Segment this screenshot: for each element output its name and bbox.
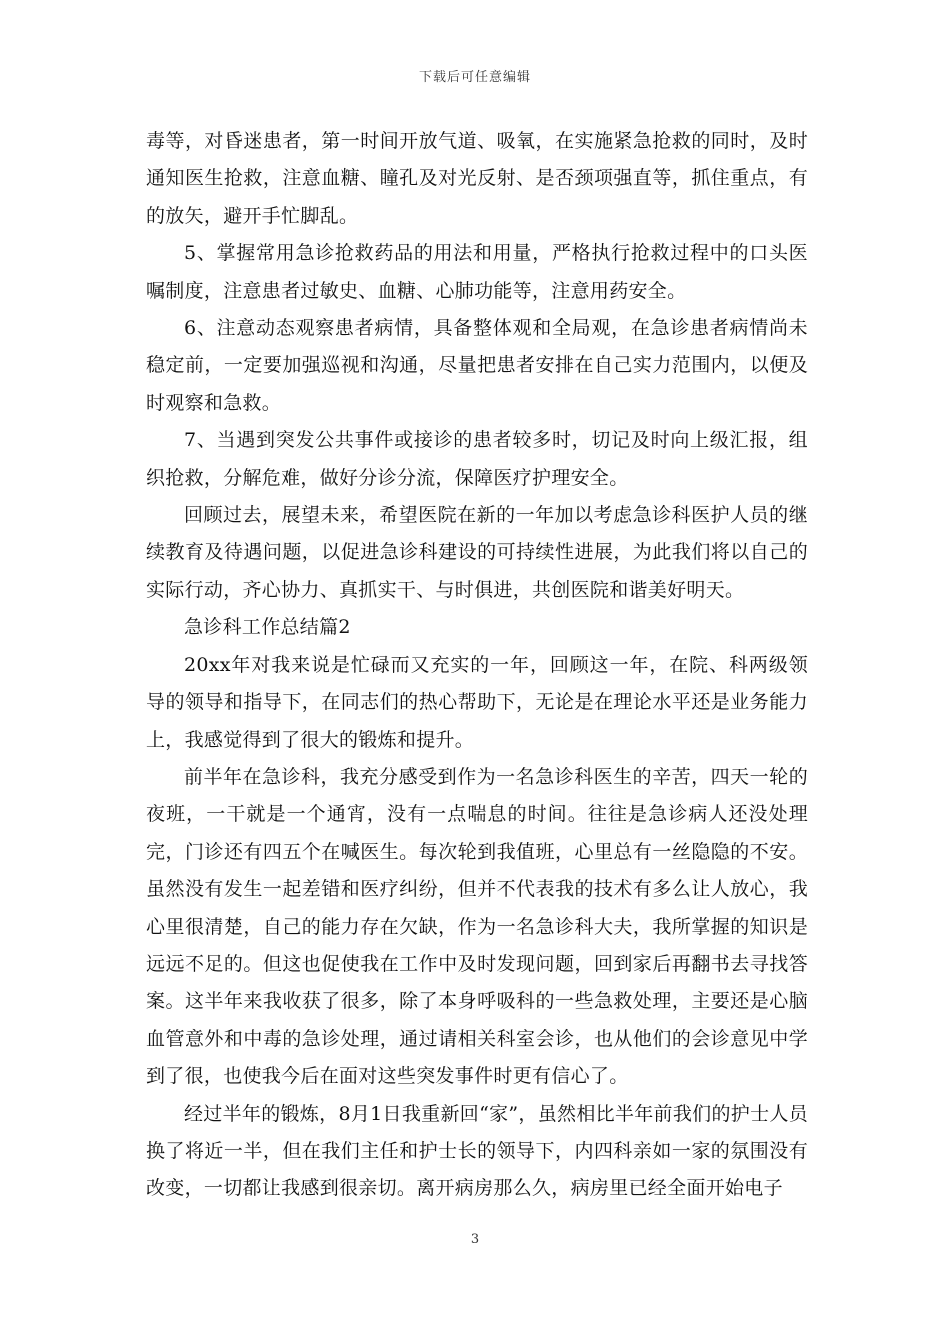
paragraph-item-6: 6、注意动态观察患者病情，具备整体观和全局观，在急诊患者病情尚未稳定前，一定要加强巡视和沟通，尽量把患者安排在自己实力范围内，以便及时观察和急救。	[146, 317, 808, 414]
paragraph-conclusion: 回顾过去，展望未来，希望医院在新的一年加以考虑急诊科医护人员的继续教育及待遇问题，以促进急诊科建设的可持续性进展，为此我们将以自己的实际行动，齐心协力、真抓实干、与时俱进，共创医院和谐美好明天。	[146, 504, 808, 601]
paragraph-intro: 20xx年对我来说是忙碌而又充实的一年，回顾这一年，在院、科两级领导的领导和指导下，在同志们的热心帮助下，无论是在理论水平还是业务能力上，我感觉得到了很大的锻炼和提升。	[146, 653, 808, 751]
paragraph-item-5: 5、掌握常用急诊抢救药品的用法和用量，严格执行抢救过程中的口头医嘱制度，注意患者过敏史、血糖、心肺功能等，注意用药安全。	[146, 242, 808, 302]
paragraph-item-7: 7、当遇到突发公共事件或接诊的患者较多时，切记及时向上级汇报，组织抢救，分解危难，做好分诊分流，保障医疗护理安全。	[146, 429, 808, 489]
section-heading: 急诊科工作总结篇2	[184, 616, 351, 639]
page-number: 3	[470, 1232, 480, 1247]
paragraph-return: 经过半年的锻炼，8月1日我重新回“家”，虽然相比半年前我们的护士人员换了将近一半，但在我们主任和护士长的领导下，内四科亲如一家的氛围没有改变，一切都让我感到很亲切。离开病房那么久，病房里已经全面开始电子	[146, 1102, 808, 1200]
document-body	[146, 123, 808, 1208]
paragraph-first-half: 前半年在急诊科，我充分感受到作为一名急诊科医生的辛苦，四天一轮的夜班，一干就是一个通宵，没有一点喘息的时间。往往是急诊病人还没处理完，门诊还有四五个在喊医生。每次轮到我值班，心里总有一丝隐隐的不安。虽然没有发生一起差错和医疗纠纷，但并不代表我的技术有多么让人放心，我心里很清楚，自己的能力存在欠缺，作为一名急诊科大夫，我所掌握的知识是远远不足的。但这也促使我在工作中及时发现问题，回到家后再翻书去寻找答案。这半年来我收获了很多，除了本身呼吸科的一些急救处理，主要还是心脑血管意外和中毒的急诊处理，通过请相关科室会诊，也从他们的会诊意见中学到了很，也使我今后在面对这些突发事件时更有信心了。	[146, 765, 808, 1088]
page-header: 下载后可任意编辑	[418, 70, 531, 85]
paragraph-continuation: 毒等，对昏迷患者，第一时间开放气道、吸氧，在实施紧急抢救的同时，及时通知医生抢救，注意血糖、瞳孔及对光反射、是否颈项强直等，抓住重点，有的放矢，避开手忙脚乱。	[146, 130, 808, 227]
